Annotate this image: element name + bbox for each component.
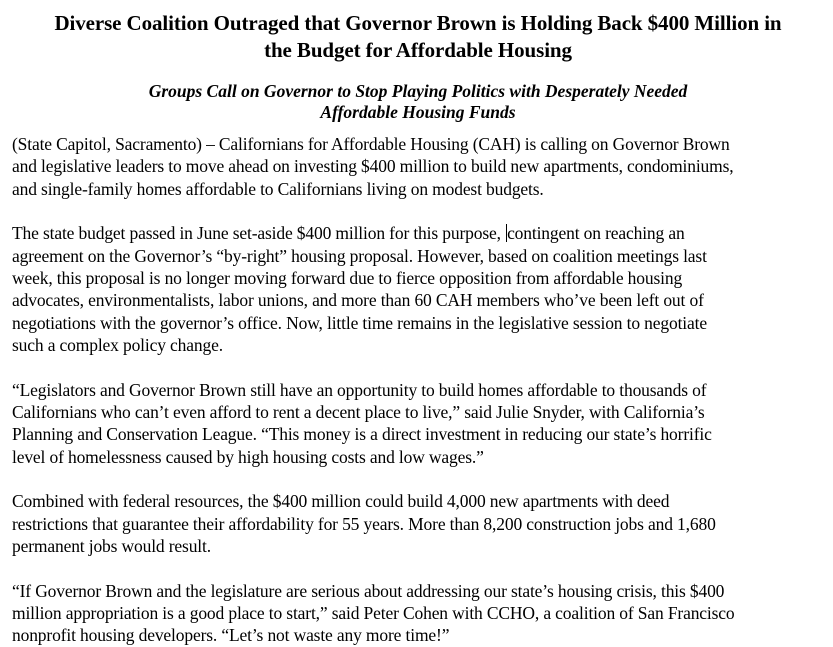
- paragraph-line: such a complex policy change.: [12, 335, 223, 356]
- subheadline-line-2: Affordable Housing Funds: [320, 102, 516, 122]
- subheadline-line-1: Groups Call on Governor to Stop Playing Politics with Desperately Needed: [148, 81, 688, 101]
- paragraph-intro: [12, 133, 824, 200]
- paragraph-line: Californians who can’t even afford to rent a decent place to live,” said Julie Snyder, with California’s: [12, 402, 705, 423]
- paragraph-line: (State Capitol, Sacramento) – Californians for Affordable Housing (CAH) is calling on Governor Brown: [12, 134, 730, 154]
- paragraph-line: and single-family homes affordable to Californians living on modest budgets.: [12, 178, 544, 199]
- paragraph-line: week, this proposal is no longer moving forward due to fierce opposition from affordable housing: [12, 268, 683, 289]
- headline: [12, 10, 824, 64]
- paragraph-line: [12, 222, 824, 244]
- paragraph-cohen-quote: [12, 580, 824, 647]
- document-page: [12, 10, 824, 647]
- paragraph-budget: [12, 222, 824, 356]
- paragraph-line: “If Governor Brown and the legislature are serious about addressing our state’s housing crisis, this $400: [12, 580, 725, 601]
- paragraph-line: level of homelessness caused by high housing costs and low wages.”: [12, 446, 484, 467]
- paragraph-line: advocates, environmentalists, labor unions, and more than 60 CAH members who’ve been left out of: [12, 290, 704, 311]
- paragraph-line: million appropriation is a good place to start,” said Peter Cohen with CCHO, a coalition of San Francisco: [12, 602, 735, 623]
- subheadline: [12, 81, 824, 123]
- paragraph-line: restrictions that guarantee their affordability for 55 years. More than 8,200 construction jobs and 1,680: [12, 513, 716, 534]
- paragraph-snyder-quote: [12, 379, 824, 469]
- paragraph-text: The state budget passed in June set-aside $400 million for this purpose,: [12, 223, 506, 244]
- headline-line-2: the Budget for Affordable Housing: [264, 38, 572, 62]
- paragraph-line: permanent jobs would result.: [12, 536, 211, 557]
- paragraph-line: negotiations with the governor’s office. Now, little time remains in the legislative session to negotiate: [12, 312, 707, 333]
- paragraph-line: “Legislators and Governor Brown still have an opportunity to build homes affordable to thousands of: [12, 379, 707, 400]
- paragraph-line: Planning and Conservation League. “This money is a direct investment in reducing our state’s horrific: [12, 424, 712, 445]
- headline-line-1: Diverse Coalition Outraged that Governor Brown is Holding Back $400 Million in: [54, 11, 782, 35]
- paragraph-federal-resources: [12, 490, 824, 557]
- paragraph-line: agreement on the Governor’s “by-right” housing proposal. However, based on coalition meetings last: [12, 245, 707, 266]
- paragraph-line: nonprofit housing developers. “Let’s not waste any more time!”: [12, 625, 450, 646]
- paragraph-line: Combined with federal resources, the $400 million could build 4,000 new apartments with deed: [12, 491, 670, 512]
- paragraph-text: contingent on reaching an: [507, 223, 685, 244]
- paragraph-line: and legislative leaders to move ahead on investing $400 million to build new apartments, condominiums,: [12, 156, 734, 177]
